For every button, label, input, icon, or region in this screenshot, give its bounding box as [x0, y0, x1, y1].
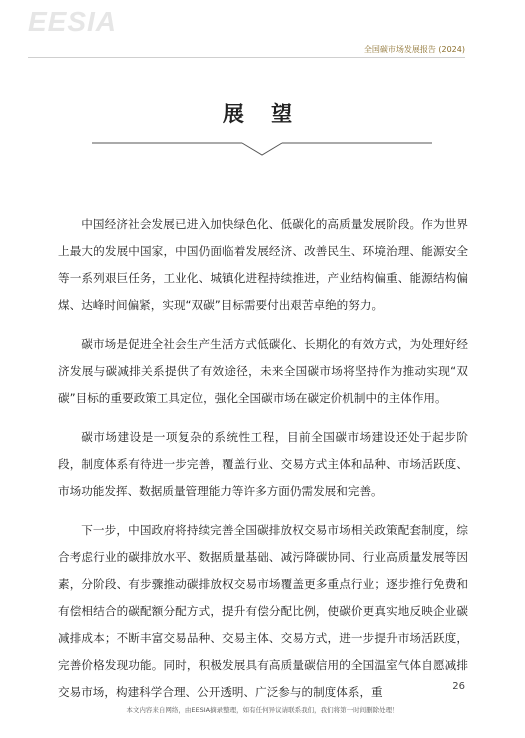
paragraph: 碳市场是促进全社会生产生活方式低碳化、长期化的有效方式，为处理好经济发展与碳减排关系提供了有效途径，未来全国碳市场将坚持作为推动实现“双碳”目标的重要政策工具定位，强化全国碳市场在碳定价机制中的主体作用。: [58, 337, 468, 405]
paragraph: 碳市场建设是一项复杂的系统性工程，目前全国碳市场建设还处于起步阶段，制度体系有待进一步完善，覆盖行业、交易方式主体和品种、市场活跃度、市场功能发挥、数据质量管理能力等许多方面仍需发展和完善。: [58, 430, 468, 498]
header-divider: [28, 57, 465, 58]
footer-note: 本文内容来自网络，由EESIA摘录整理，如有任何异议请联系我们，我们将第一时间删除处理！: [126, 706, 399, 714]
body-text: [58, 211, 468, 718]
section-title: 展 望: [222, 101, 303, 126]
logo: EESIA: [28, 6, 118, 37]
report-name: 全国碳市场发展报告 (2024): [363, 45, 465, 54]
paragraph: 下一步，中国政府将持续完善全国碳排放权交易市场相关政策配套制度，综合考虑行业的碳排放水平、数据质量基础、减污降碳协同、行业高质量发展等因素，分阶段、有步骤推动碳排放权交易市场覆盖更多重点行业；逐步推行免费和有偿相结合的碳配额分配方式，提升有偿分配比例，使碳价更真实地反映企业碳减排成本；不断丰富交易品种、交易主体、交易方式，进一步提升市场活跃度，完善价格发现功能。同时，积极发展具有高质量碳信用的全国温室气体自愿减排交易市场，构建科学合理、公开透明、广泛参与的制度体系，重: [58, 523, 468, 699]
paragraph: 中国经济社会发展已进入加快绿色化、低碳化的高质量发展阶段。作为世界上最大的发展中国家，中国仍面临着发展经济、改善民生、环境治理、能源安全等一系列艰巨任务，工业化、城镇化进程持续推进，产业结构偏重、能源结构偏煤、达峰时间偏紧，实现“双碳”目标需要付出艰苦卓绝的努力。: [58, 217, 468, 312]
title-divider: [92, 139, 432, 159]
page-number: 26: [452, 681, 465, 692]
